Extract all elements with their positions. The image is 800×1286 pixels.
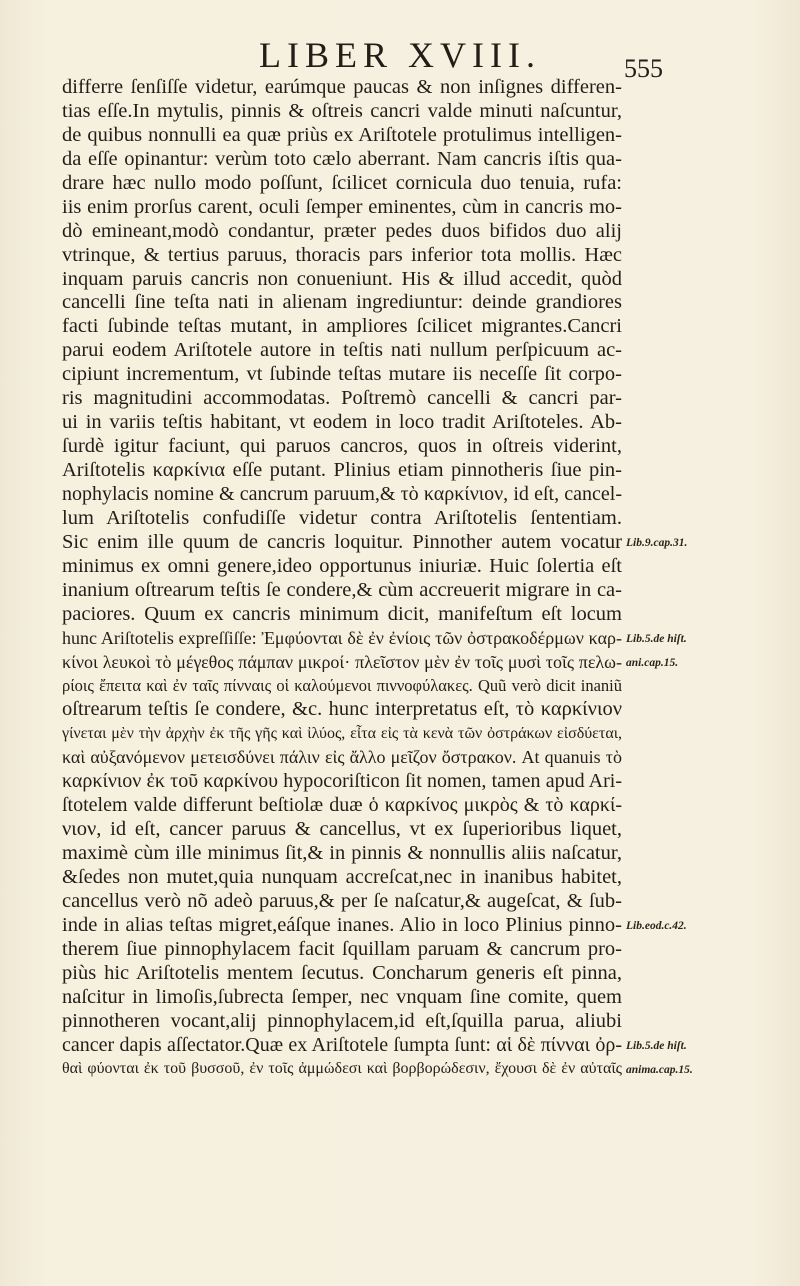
text-line: piùs hic Ariſtotelis mentem ſecutus. Concharum generis eſt pinna, bbox=[62, 961, 622, 984]
text-line: cancelli ſine teſta nati in alienam ingrediuntur: deinde grandiores bbox=[62, 291, 622, 314]
text-line: νιον, id eſt, cancer paruus & cancellus, vt ex ſuperioribus liquet, bbox=[62, 818, 622, 841]
text-line: vtrinque, & tertius paruus, thoracis pars inferior tota mollis. Hæc bbox=[62, 243, 622, 266]
text-line: dò emineant,modò condantur, præter pedes duos bifidos duo alij bbox=[62, 219, 622, 242]
text-line: differre ſenſiſſe videtur, earúmque paucas & non inſignes differen- bbox=[62, 76, 622, 98]
text-line: cipiunt incrementum, vt ſubinde teſtas mutare iis neceſſe ſit corpo- bbox=[62, 363, 622, 386]
text-line: lum Ariſtotelis confudiſſe videtur contra Ariſtotelis ſententiam. bbox=[62, 506, 622, 529]
text-line: ſurdè igitur faciunt, qui paruos cancros, quos in oſtreis viderint, bbox=[62, 435, 622, 458]
page-number: 555 bbox=[624, 54, 663, 83]
text-line: &ſedes non mutet,quia nunquam accreſcat,nec in inanibus habitet, bbox=[62, 865, 622, 888]
text-line: inquam paruis cancris non conueniunt. His & illud accedit, quòd bbox=[62, 267, 622, 290]
text-line: naſcitur in limoſis,ſubrecta ſemper, nec vnquam ſine comite, quem bbox=[62, 985, 622, 1008]
text-line: iis enim prorſus carent, oculi ſemper eminentes, cùm in cancris mo- bbox=[62, 195, 622, 218]
text-line: therem ſiue pinnophylacem facit ſquillam paruam & cancrum pro- bbox=[62, 937, 622, 960]
body-text bbox=[62, 76, 622, 1081]
text-line: ρίοις ἔπειτα καὶ ἐν ταῖς πίνναις οἱ καλούμενοι πιννοφύλακες. Quũ verò dicit inaniũ bbox=[62, 676, 622, 696]
text-line: θαὶ φύονται ἐκ τοῦ βυσσοῦ, ἐν τοῖς ἀμμώδεσι καὶ βορβορώδεσιν, ἔχουσι δὲ ἐν αὐταῖς bbox=[62, 1060, 622, 1078]
text-line: κίνοι λευκοὶ τὸ μέγεθος πάμπαν μικροί· πλεῖστον μὲν ἐν τοῖς μυσὶ τοῖς πελω- bbox=[62, 651, 622, 672]
text-line: γίνεται μὲν τὴν ἀρχὴν ἐκ τῆς γῆς καὶ ἰλύος, εἶτα εἰς τὰ κενὰ τῶν ὀστράκων εἰσδύεται, bbox=[62, 725, 622, 743]
margin-note: ani.cap.15. bbox=[626, 656, 679, 669]
text-line: tias eſſe.In mytulis, pinnis & oſtreis cancri valde minuti naſcuntur, bbox=[62, 99, 622, 122]
text-line: inde in alias teſtas migret,eáſque inanes. Alio in loco Plinius pinno- bbox=[62, 913, 622, 936]
running-head: LIBER XVIII. bbox=[259, 35, 541, 75]
text-line: ui in variis teſtis habitant, vt eodem in loco tradit Ariſtoteles. Ab- bbox=[62, 411, 622, 434]
text-line: da eſſe opinantur: verùm toto cælo aberrant. Nam cancris iſtis qua- bbox=[62, 147, 622, 170]
text-line: ris magnitudini accommodatas. Poſtremò cancelli & cancri par- bbox=[62, 387, 622, 410]
text-line: nophylacis nomine & cancrum paruum,& τὸ καρκίνιον, id eſt, cancel- bbox=[62, 482, 622, 505]
text-line: facti ſubinde teſtas mutant, in ampliores ſcilicet migrantes.Cancri bbox=[62, 315, 622, 338]
text-line: parui eodem Ariſtotele autore in teſtis nati nullum perſpicuum ac- bbox=[62, 339, 622, 362]
text-line: pinnotheren vocant,alij pinnophylacem,id eſt,ſquilla parua, aliubi bbox=[62, 1009, 622, 1032]
text-line: oſtrearum teſtis ſe condere, &c. hunc interpretatus eſt, τὸ καρκίνιον bbox=[62, 698, 622, 721]
margin-note: Lib.5.de hiſt. bbox=[626, 632, 687, 645]
text-line: καρκίνιον ἐκ τοῦ καρκίνου hypocoriſticon ſit nomen, tamen apud Ari- bbox=[62, 770, 622, 793]
margin-note: Lib.5.de hiſt. bbox=[626, 1040, 687, 1052]
text-line: Sic enim ille quum de cancris loquitur. Pinnother autem vocatur bbox=[62, 530, 622, 553]
text-line: hunc Ariſtotelis expreſſiſſe: Ἐμφύονται δὲ ἐν ἐνίοις τῶν ὀστρακοδέρμων καρ- bbox=[62, 627, 622, 648]
text-line: paciores. Quum ex cancris minimum dicit, manifeſtum eſt locum bbox=[62, 602, 622, 625]
text-line: minimus ex omni genere,ideo opportunus iniuriæ. Huic ſolertia eſt bbox=[62, 554, 622, 577]
margin-note: anima.cap.15. bbox=[626, 1063, 693, 1076]
text-line: καὶ αὐξανόμενον μετεισδύνει πάλιν εἰς ἄλλο μεῖζον ὄστρακον. At quanuis τὸ bbox=[62, 747, 622, 768]
text-line: ſtotelem valde differunt beſtiolæ duæ ὁ καρκίνος μικρὸς & τὸ καρκί- bbox=[62, 794, 622, 817]
text-line: Ariſtotelis καρκίνια eſſe putant. Plinius etiam pinnotheris ſiue pin- bbox=[62, 459, 622, 481]
text-line: cancellus verò nõ adeò paruus,& per ſe naſcatur,& augeſcat, & ſub- bbox=[62, 889, 622, 912]
margin-note: Lib.eod.c.42. bbox=[626, 920, 687, 933]
text-line: de quibus nonnulli ea quæ priùs ex Ariſtotele protulimus intelligen- bbox=[62, 123, 622, 146]
text-line: inanium oſtrearum teſtis ſe condere,& cùm accreuerit migrare in ca- bbox=[62, 578, 622, 601]
text-line: maximè cùm ille minimus ſit,& in pinnis & nonnullis aliis naſcatur, bbox=[62, 842, 622, 864]
text-line: cancer dapis aſſectator.Quæ ex Ariſtotele ſumpta ſunt: αἱ δὲ πίνναι ὀρ- bbox=[62, 1033, 622, 1056]
margin-note: Lib.9.cap.31. bbox=[626, 537, 688, 550]
text-line: drare hæc nullo modo poſſunt, ſcilicet cornicula duo tenuia, rufa: bbox=[62, 171, 622, 194]
